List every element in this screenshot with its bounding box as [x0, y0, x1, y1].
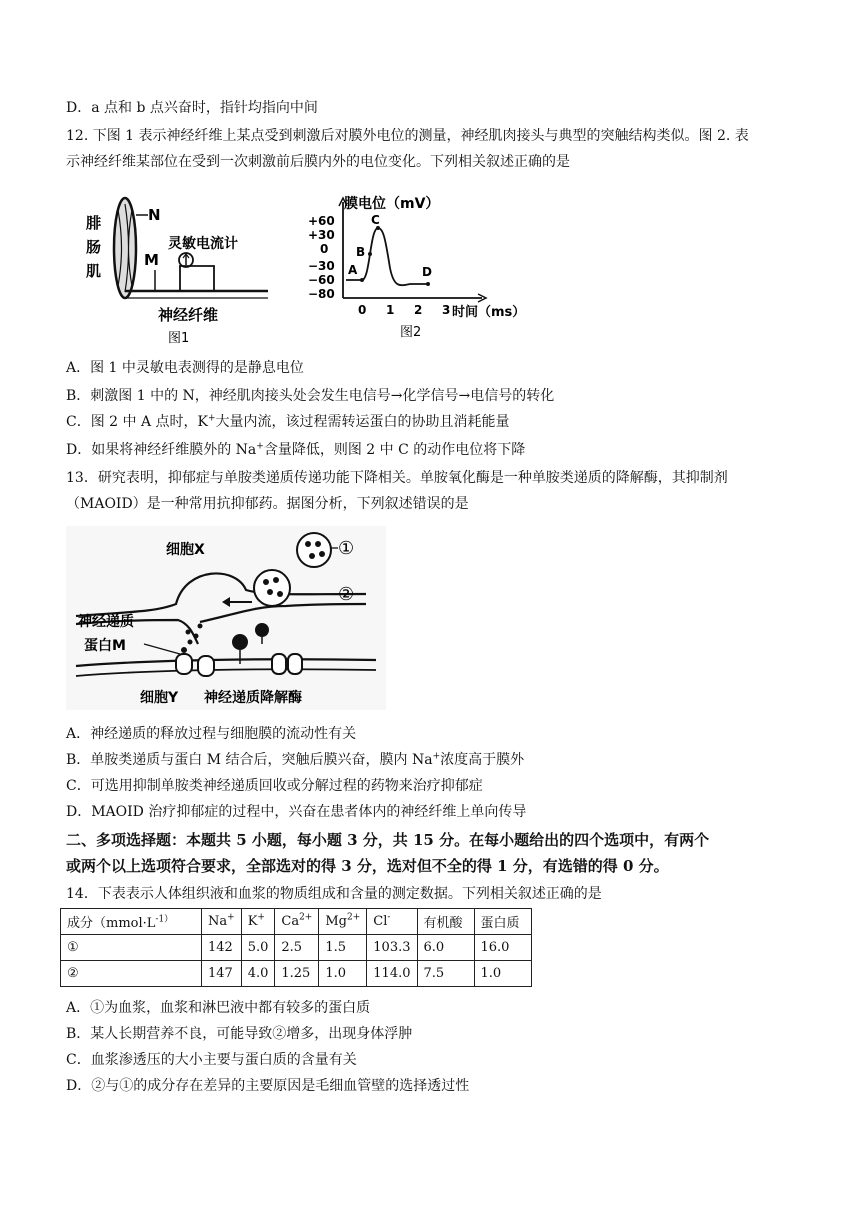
q13-option-b: B．单胺类递质与蛋白 M 结合后，突触后膜兴奋，膜内 Na+浓度高于膜外 [66, 751, 525, 768]
q12-stem-line2: 示神经纤维某部位在受到一次刺激前后膜内外的电位变化。下列相关叙述正确的是 [66, 154, 570, 170]
table-cell: 114.0 [367, 961, 417, 987]
muscle-label-2: 肠 [86, 238, 102, 256]
transport-arrow-icon [222, 597, 230, 607]
point-m-label: M [144, 251, 159, 269]
y-tick-0: 0 [320, 242, 329, 256]
table-row [61, 961, 532, 987]
table-header-cell: Cl- [367, 909, 417, 935]
table-cell: ① [61, 935, 202, 961]
cell-y-label: 细胞Y [140, 690, 179, 706]
table-header-cell: $Mg^{2+}$ [319, 909, 367, 935]
q13-stem-line1: 13．研究表明，抑郁症与单胺类递质传递功能下降相关。单胺氧化酶是一种单胺类递质的降解酶，其抑制剂 [66, 470, 728, 486]
q13-stem-line2: （MAOID）是一种常用抗抑郁药。据图分析，下列叙述错误的是 [66, 496, 469, 512]
receptor-protein-m [176, 654, 192, 674]
q13-synapse-figure [66, 526, 386, 710]
q11-option-d: D．a 点和 b 点兴奋时，指针均指向中间 [66, 100, 318, 116]
synaptic-vesicle [254, 570, 290, 606]
circle-label-1: ① [338, 538, 355, 559]
q13-option-d: D．MAOID 治疗抑郁症的过程中，兴奋在患者体内的神经纤维上单向传导 [66, 804, 527, 820]
nerve-muscle-diagram [80, 190, 280, 345]
q14-option-b: B．某人长期营养不良，可能导致②增多，出现身体浮肿 [66, 1026, 413, 1042]
x-tick-0: 0 [358, 303, 367, 317]
table-cell: 5.0 [241, 935, 275, 961]
q13-option-c: C．可选用抑制单胺类神经递质回收或分解过程的药物来治疗抑郁症 [66, 778, 483, 794]
membrane-potential-chart [300, 188, 530, 348]
table-cell: 4.0 [241, 961, 275, 987]
q14-option-d: D．②与①的成分存在差异的主要原因是毛细血管壁的选择透过性 [66, 1078, 470, 1094]
figure2-caption: 图2 [400, 325, 422, 340]
nerve-fiber-label: 神经纤维 [158, 306, 219, 324]
table-header-cell: 蛋白质 [474, 909, 531, 935]
q12-option-a: A．图 1 中灵敏电表测得的是静息电位 [66, 360, 304, 376]
protein-m-label: 蛋白M [84, 638, 126, 654]
table-cell: 2.5 [275, 935, 319, 961]
muscle-shape [114, 198, 136, 298]
figure1-caption: 图1 [168, 331, 190, 345]
q13-option-a: A．神经递质的释放过程与细胞膜的流动性有关 [66, 726, 357, 742]
point-n-label: N [148, 206, 161, 224]
x-tick-3: 3 [442, 303, 451, 317]
section2-header-line2: 或两个以上选项符合要求，全部选对的得 3 分，选对但不全的得 1 分，有选错的得 0 分。 [66, 857, 669, 875]
point-d-label: D [422, 265, 432, 279]
galvanometer-label: 灵敏电流计 [168, 236, 238, 252]
table-cell: ② [61, 961, 202, 987]
y-axis-label: 膜电位（mV） [344, 196, 440, 212]
table-cell: 147 [202, 961, 242, 987]
table-cell: 1.5 [319, 935, 367, 961]
table-cell: 7.5 [417, 961, 474, 987]
presynaptic-membrane [76, 573, 366, 616]
table-header-cell: K+ [241, 909, 275, 935]
composition-table [60, 908, 532, 987]
y-tick-neg30: −30 [308, 259, 335, 273]
postsynaptic-membrane [76, 659, 376, 666]
table-header-cell: 成分（$mmol\cdot L^{-1)}$ [61, 909, 202, 935]
q14-stem: 14．下表表示人体组织液和血浆的物质组成和含量的测定数据。下列相关叙述正确的是 [66, 886, 602, 902]
point-c-label: C [371, 213, 380, 227]
degrading-enzyme-label: 神经递质降解酶 [204, 690, 302, 706]
q12-option-d: D．如果将神经纤维膜外的 Na+含量降低，则图 2 中 C 的动作电位将下降 [66, 441, 526, 458]
table-cell: 103.3 [367, 935, 417, 961]
x-tick-2: 2 [414, 303, 423, 317]
point-a-label: A [348, 263, 358, 277]
circle-label-2: ② [338, 584, 355, 605]
y-tick-30: +30 [308, 228, 335, 242]
table-header-cell: $Ca^{2+}$ [275, 909, 319, 935]
synapse-diagram [66, 526, 386, 710]
table-cell: 1.0 [474, 961, 531, 987]
q12-option-b: B．刺激图 1 中的 N，神经肌肉接头处会发生电信号→化学信号→电信号的转化 [66, 388, 555, 404]
neurotransmitter-label: 神经递质 [78, 614, 134, 630]
q12-stem-line1: 12. 下图 1 表示神经纤维上某点受到刺激后对膜外电位的测量，神经肌肉接头与典型的突触结构类似。图 2. 表 [66, 128, 749, 144]
table-header-row [61, 909, 532, 935]
section2-header-line1: 二、多项选择题：本题共 5 小题，每小题 3 分，共 15 分。在每小题给出的四个选项中，有两个 [66, 831, 710, 849]
muscle-label-3: 肌 [86, 262, 102, 280]
q12-figure-2 [300, 188, 530, 348]
q12-figure-1 [80, 190, 280, 345]
table-cell: 1.25 [275, 961, 319, 987]
q12-option-c: C．图 2 中 A 点时，K+大量内流，该过程需转运蛋白的协助且消耗能量 [66, 413, 510, 430]
vesicle-1 [297, 533, 331, 567]
q14-option-c: C．血浆渗透压的大小主要与蛋白质的含量有关 [66, 1052, 357, 1068]
point-b-label: B [356, 245, 366, 259]
y-tick-60: +60 [308, 214, 335, 228]
y-tick-neg80: −80 [308, 287, 335, 301]
q14-option-a: A．①为血浆，血浆和淋巴液中都有较多的蛋白质 [66, 1000, 371, 1016]
table-cell: 6.0 [417, 935, 474, 961]
table-cell: 142 [202, 935, 242, 961]
muscle-label-1: 腓 [86, 214, 102, 232]
table-cell: 16.0 [474, 935, 531, 961]
table-header-cell: 有机酸 [417, 909, 474, 935]
y-tick-neg60: −60 [308, 273, 335, 287]
table-header-cell: Na+ [202, 909, 242, 935]
x-axis-label: 时间（ms） [452, 305, 526, 320]
table-cell: 1.0 [319, 961, 367, 987]
x-tick-1: 1 [386, 303, 395, 317]
degrading-enzyme [232, 634, 248, 650]
cell-x-label: 细胞X [166, 542, 205, 558]
table-row [61, 935, 532, 961]
